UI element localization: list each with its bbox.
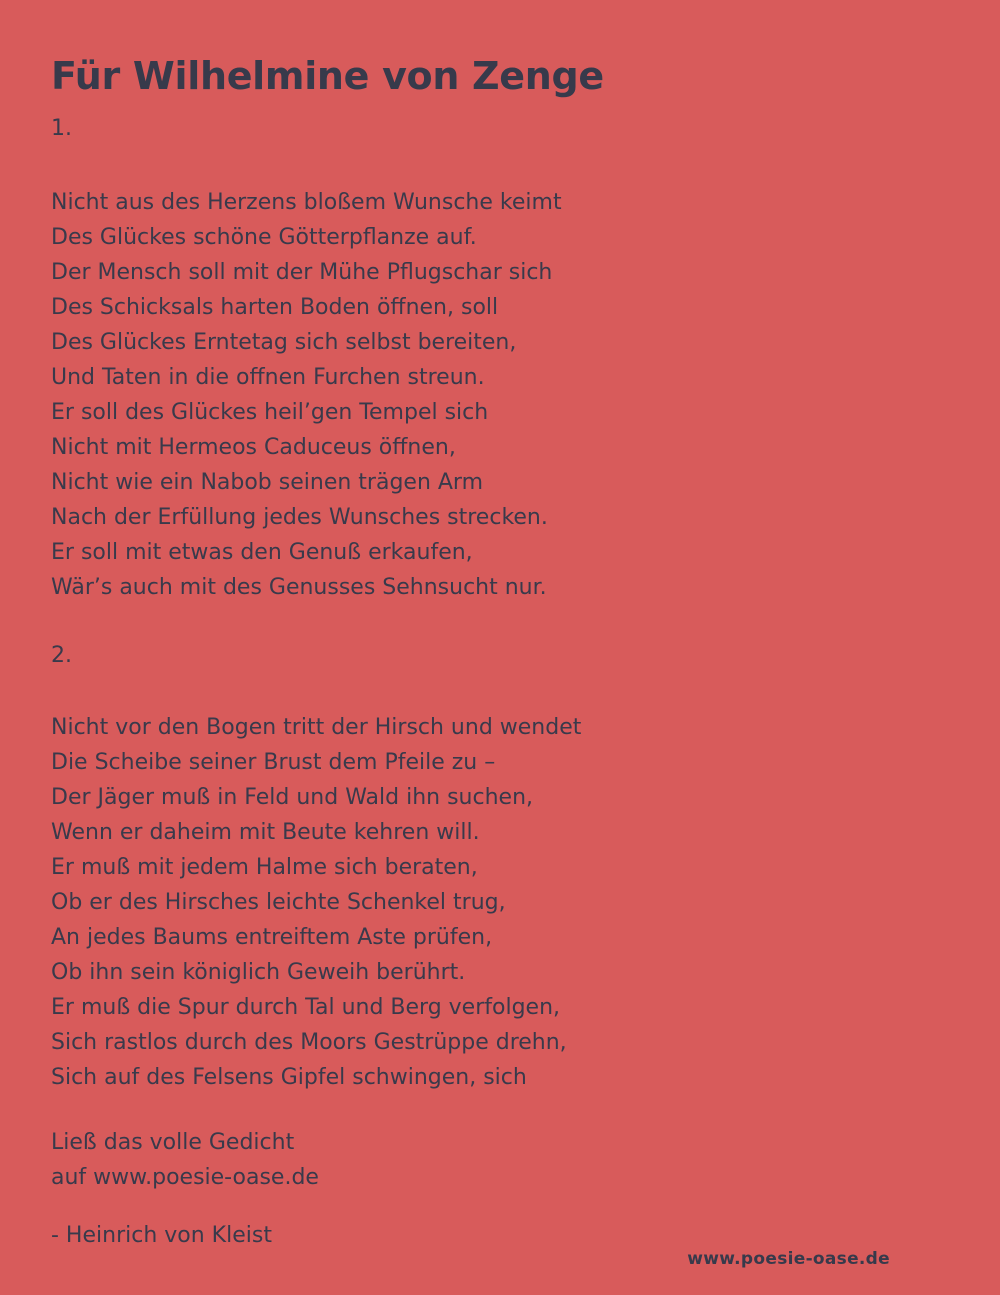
poem-line: Er muß die Spur durch Tal und Berg verfolgen,: [51, 995, 561, 1020]
author-signature: - Heinrich von Kleist: [51, 1223, 272, 1248]
poem-line: Ob ihn sein königlich Geweih berührt.: [51, 960, 466, 985]
section-1-number: 1.: [51, 116, 72, 141]
poem-line: Nicht mit Hermeos Caduceus öffnen,: [51, 435, 456, 460]
poem-line: Nicht aus des Herzens bloßem Wunsche keimt: [51, 190, 562, 215]
poem-line: Sich rastlos durch des Moors Gestrüppe drehn,: [51, 1030, 567, 1055]
poem-line: Nicht vor den Bogen tritt der Hirsch und wendet: [51, 715, 582, 740]
poem-line: Er muß mit jedem Halme sich beraten,: [51, 855, 478, 880]
footer-note: [51, 1125, 940, 1195]
stanza-1: [51, 185, 940, 605]
poem-line: Der Mensch soll mit der Mühe Pflugschar sich: [51, 260, 553, 285]
poem-line: Des Glückes schöne Götterpflanze auf.: [51, 225, 477, 250]
poem-line: Nach der Erfüllung jedes Wunsches strecken.: [51, 505, 548, 530]
poem-line: Der Jäger muß in Feld und Wald ihn suchen,: [51, 785, 534, 810]
poem-line: Ob er des Hirsches leichte Schenkel trug,: [51, 890, 506, 915]
poem-line: Und Taten in die offnen Furchen streun.: [51, 365, 485, 390]
poem-line: Des Glückes Erntetag sich selbst bereiten,: [51, 330, 517, 355]
poem-line: Wär’s auch mit des Genusses Sehnsucht nur.: [51, 575, 547, 600]
poem-line: Wenn er daheim mit Beute kehren will.: [51, 820, 480, 845]
site-watermark: www.poesie-oase.de: [687, 1249, 890, 1269]
poem-line: Er soll des Glückes heil’gen Tempel sich: [51, 400, 489, 425]
footer-note-line: Ließ das volle Gedicht: [51, 1130, 295, 1155]
poem-line: Sich auf des Felsens Gipfel schwingen, sich: [51, 1065, 527, 1090]
poem-line: Nicht wie ein Nabob seinen trägen Arm: [51, 470, 484, 495]
poem-line: Die Scheibe seiner Brust dem Pfeile zu –: [51, 750, 496, 775]
stanza-2: [51, 710, 940, 1095]
poem-line: Er soll mit etwas den Genuß erkaufen,: [51, 540, 473, 565]
poem-title: Für Wilhelmine von Zenge: [51, 54, 604, 98]
poem-line: Des Schicksals harten Boden öffnen, soll: [51, 295, 499, 320]
section-2-number: 2.: [51, 643, 72, 668]
poem-line: An jedes Baums entreiftem Aste prüfen,: [51, 925, 493, 950]
footer-note-line: auf www.poesie-oase.de: [51, 1165, 319, 1190]
